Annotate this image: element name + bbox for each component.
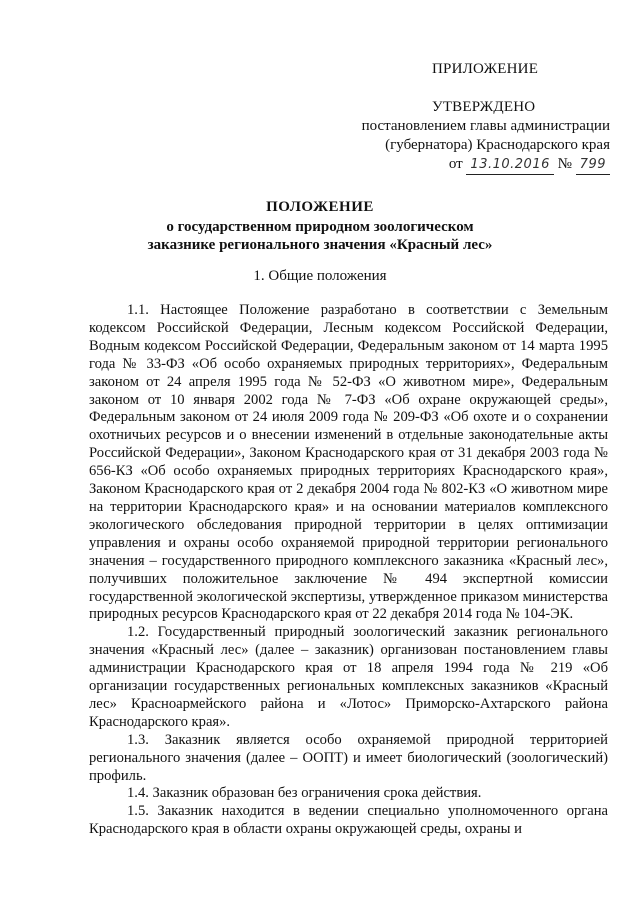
number-prefix: №: [557, 156, 572, 172]
section-heading: 1. Общие положения: [253, 268, 387, 284]
title-line-2: заказнике регионального значения «Красный лес»: [147, 237, 493, 253]
document-title: [0, 198, 640, 254]
approval-date-number: [340, 155, 610, 175]
title-line-1: о государственном природном зоологическом: [166, 219, 474, 235]
handwritten-number: 799: [576, 155, 610, 175]
paragraph-1-3: 1.3. Заказник является особо охраняемой природной территорией регионального значения (далее – ООПТ) и имеет биологический (зоологический) профиль.: [89, 731, 608, 784]
title-main: ПОЛОЖЕНИЕ: [266, 199, 374, 215]
paragraph-1-5: 1.5. Заказник находится в ведении специально уполномоченного органа Краснодарского края в области охраны окружающей среды, охраны и: [89, 803, 608, 838]
document-body: [89, 302, 608, 839]
paragraph-1-1: 1.1. Настоящее Положение разработано в соответствии с Земельным кодексом Российской Федерации, Лесным кодексом Российской Федерации, Водным кодексом Российской Федерации, Федеральным законом от 14 марта 1995 года № 33-ФЗ «Об особо охраняемых природных территориях», Федеральным законом от 24 апреля 1995 года № 52-ФЗ «О животном мире», Федеральным законом от 10 января 2002 года № 7-ФЗ «Об охране окружающей среды», Федеральным законом от 24 июля 2009 года № 209-ФЗ «Об охоте и о сохранении охотничьих ресурсов и о внесении изменений в отдельные законодательные акты Российской Федерации», Законом Краснодарского края от 31 декабря 2003 года № 656-КЗ «Об особо охраняемых природных территориях Краснодарского края», Законом Краснодарского края от 2 декабря 2004 года № 802-КЗ «О животном мире на территории Краснодарского края» и на основании материалов комплексного экологического обследования природной территории в целях оптимизации управления и охраны особо охраняемой природной территории регионального значения – государственного природного комплексного заказника «Красный лес», получивших положительное заключение № 494 экспертной комиссии государственной экологической экспертизы, утвержденное приказом министерства природных ресурсов Краснодарского края от 22 декабря 2014 года № 104-ЭК.: [89, 302, 608, 623]
approval-block: [340, 60, 610, 175]
approved-label: УТВЕРЖДЕНО: [432, 99, 536, 115]
paragraph-1-2: 1.2. Государственный природный зоологический заказник регионального значения «Красный лес» (далее – заказник) организован постановлением главы администрации Краснодарского края от 18 апреля 1994 года № 219 «Об организации государственных региональных комплексных заказников «Красный лес» Красноармейского района и «Лотос» Приморско-Ахтарского района Краснодарского края».: [89, 624, 608, 730]
handwritten-date: 13.10.2016: [466, 155, 553, 175]
approval-line-2: (губернатора) Краснодарского края: [385, 137, 610, 153]
appendix-label: ПРИЛОЖЕНИЕ: [432, 61, 539, 77]
date-prefix: от: [448, 156, 463, 172]
paragraph-1-4: 1.4. Заказник образован без ограничения срока действия.: [127, 785, 482, 802]
approval-line-1: постановлением главы администрации: [361, 118, 610, 134]
